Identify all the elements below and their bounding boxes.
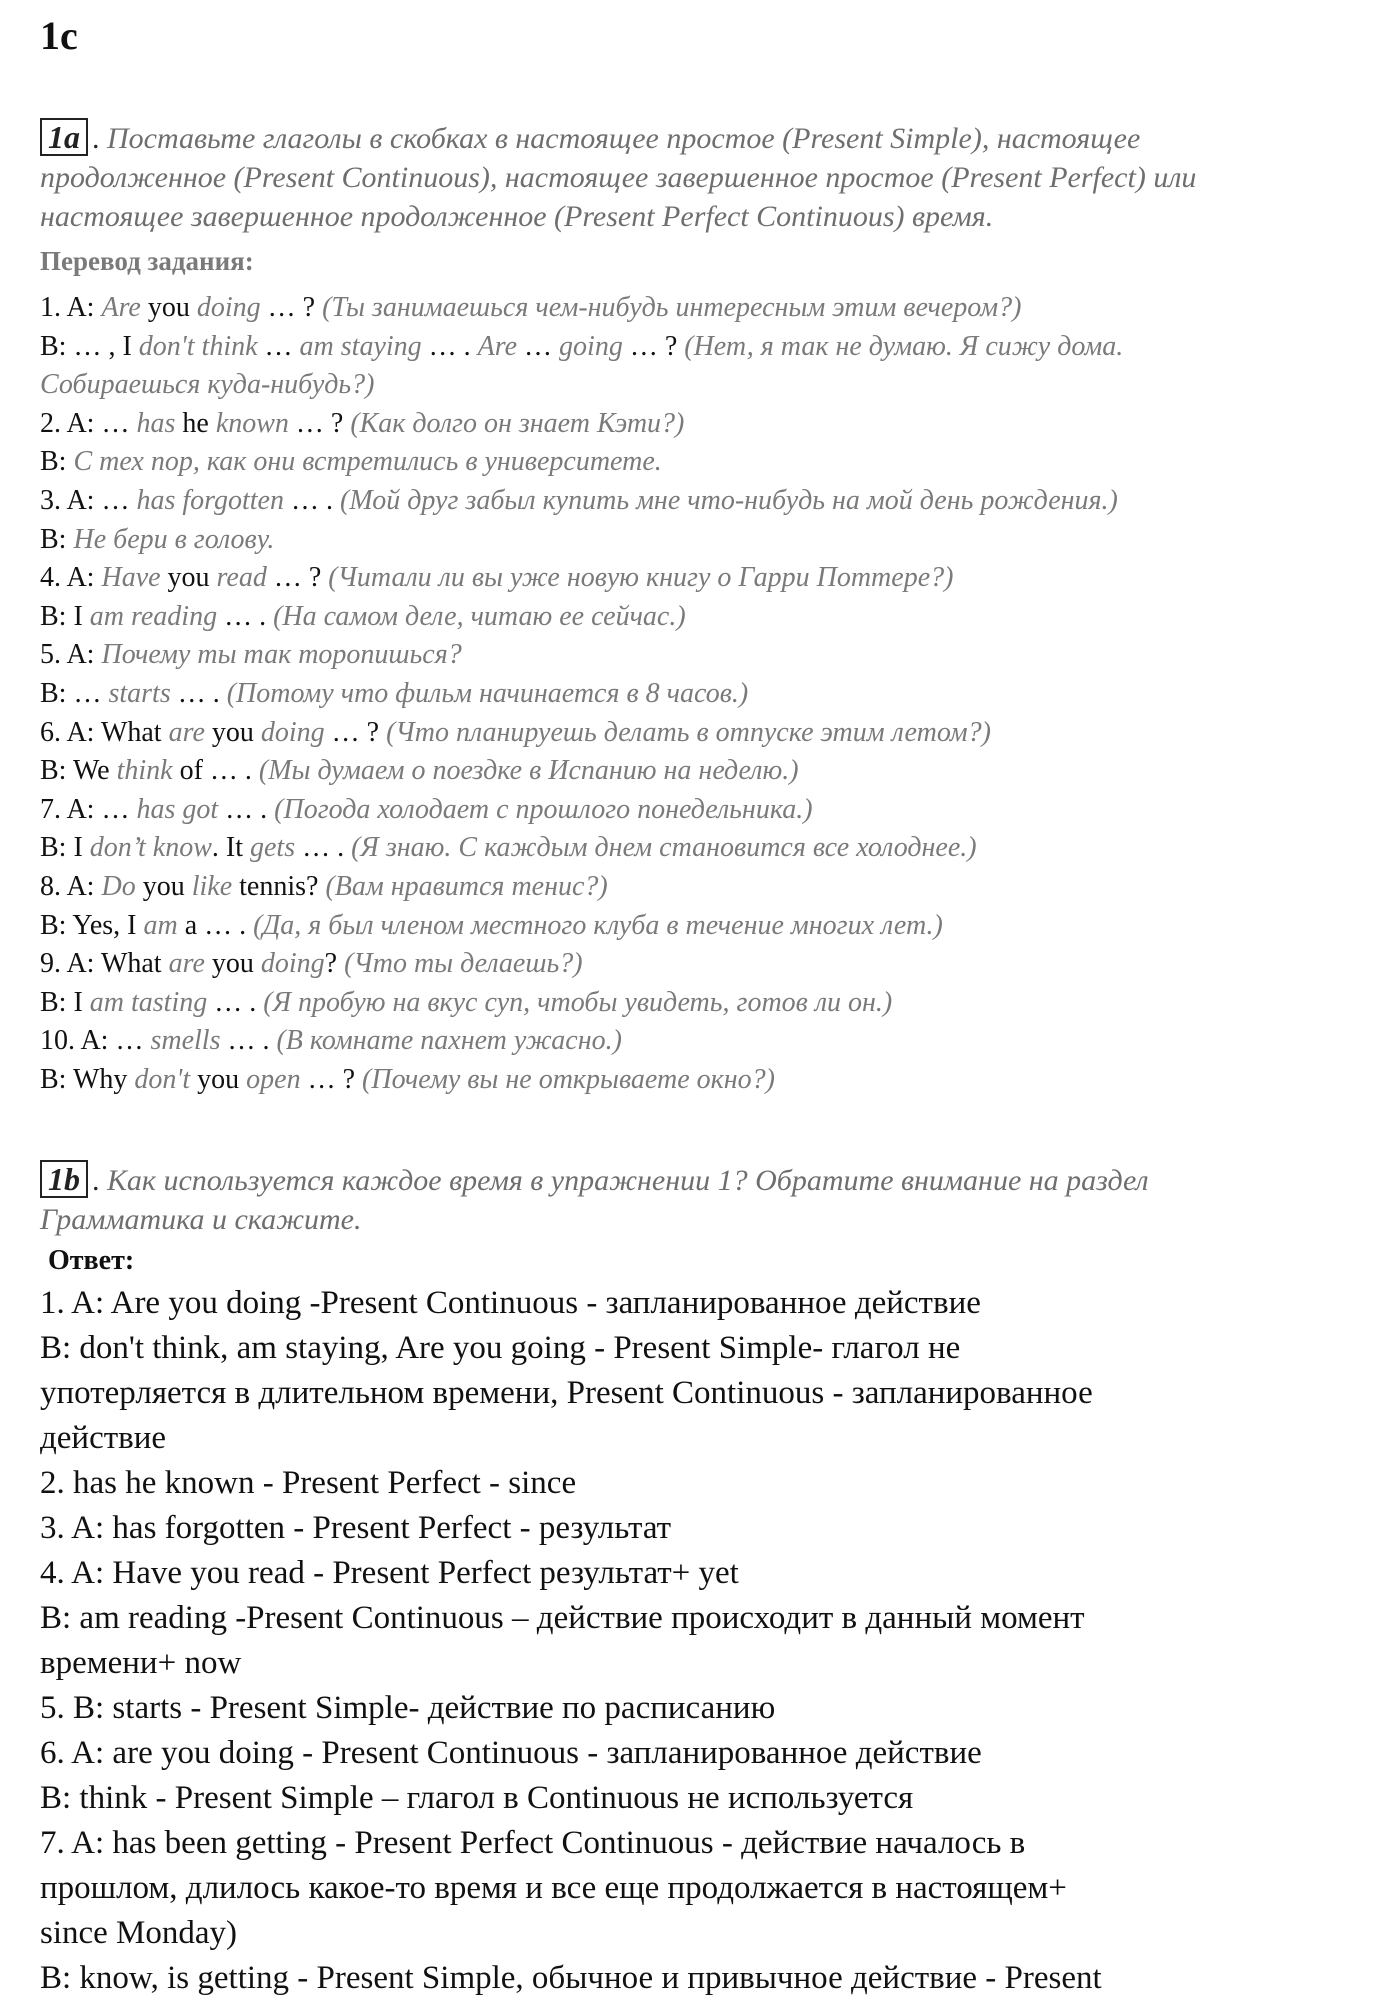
hint-text: (Потому что фильм начинается в 8 часов.) <box>226 677 749 709</box>
hint-text: doing <box>260 716 325 748</box>
exercise-line <box>40 1061 1360 1100</box>
dialogue-text: 10. A: … <box>40 1025 151 1057</box>
dialogue-text: tennis? <box>232 870 326 902</box>
hint-text: Почему ты так торопишься? <box>101 639 462 671</box>
dialogue-text: … . <box>218 793 275 825</box>
task-b-badge: 1b <box>40 1160 88 1198</box>
exercise-line <box>40 868 1360 907</box>
answer-line: B: am reading -Present Continuous – действие происходит в данный момент <box>40 1600 1085 1636</box>
hint-text: doing <box>196 292 261 323</box>
hint-text: Собираешься куда-нибудь?) <box>40 369 375 401</box>
task-b-line-1: 1b . Как используется каждое время в упражнении 1? Обратите внимание на раздел <box>40 1160 1360 1200</box>
dialogue-text: a … . <box>177 909 254 941</box>
dialogue-text: … . <box>207 986 264 1018</box>
dialogue-text: 4. A: <box>40 562 102 594</box>
exercise-line <box>40 752 1360 791</box>
answer-line: времени+ now <box>40 1645 242 1681</box>
answer-line: 6. A: are you doing - Present Continuous - запланированное действие <box>40 1735 982 1771</box>
dialogue-text: B: <box>40 523 74 555</box>
hint-text: am <box>143 909 178 941</box>
answer-line: 1. A: Are you doing -Present Continuous - запланированное действие <box>40 1285 981 1321</box>
dialogue-text: B: I <box>40 832 90 864</box>
dialogue-text: . It <box>211 832 250 864</box>
dialogue-text: 7. A: … <box>40 793 137 825</box>
task-a-badge: 1a <box>40 118 88 156</box>
answer-list <box>40 1281 1360 2001</box>
answer-line: since Monday) <box>40 1915 238 1951</box>
dialogue-text: 5. A: <box>40 639 102 671</box>
hint-text: gets <box>250 832 296 864</box>
hint-text: Have <box>101 562 161 594</box>
exercise-line <box>40 559 1360 598</box>
dialogue-text: … ? <box>266 562 329 594</box>
hint-text: am tasting <box>89 986 208 1018</box>
hint-text: Are <box>101 292 141 323</box>
answer-label: Ответ: <box>48 1245 135 1276</box>
hint-text: don’t know <box>89 832 212 864</box>
exercise-line <box>40 636 1360 675</box>
dialogue-text: you <box>204 716 261 748</box>
hint-text: starts <box>108 677 171 709</box>
answer-line: употерляется в длительном времени, Present Continuous - запланированное <box>40 1375 1093 1411</box>
hint-text: (Что планируешь делать в отпуске этим летом?) <box>386 716 991 748</box>
hint-text: open <box>246 1063 301 1095</box>
dialogue-text: … . <box>421 330 478 362</box>
task-a <box>40 118 1360 1099</box>
dialogue-text: B: Why <box>40 1063 135 1095</box>
dialogue-text: B: <box>40 446 74 478</box>
task-b-line-2: Грамматика и скажите. <box>40 1203 362 1236</box>
dialogue-text: you <box>160 562 217 594</box>
dialogue-text: 8. A: <box>40 870 102 902</box>
hint-text: has <box>136 407 176 439</box>
dialogue-text: … ? <box>260 292 323 323</box>
answer-line: B: know, is getting - Present Simple, обычное и привычное действие - Present <box>40 1960 1102 1996</box>
hint-text: (Я пробую на вкус суп, чтобы увидеть, готов ли он.) <box>263 986 893 1018</box>
hint-text: has forgotten <box>136 484 284 516</box>
answer-line: B: think - Present Simple – глагол в Continuous не используется <box>40 1780 914 1816</box>
hint-text: (Нет, я так не думаю. Я сижу дома. <box>684 330 1124 362</box>
hint-text: am reading <box>89 600 218 632</box>
exercise-line <box>40 675 1360 714</box>
dialogue-text: B: Yes, I <box>40 909 144 941</box>
translation-label: Перевод задания: <box>40 246 254 276</box>
hint-text: read <box>216 562 267 594</box>
hint-text: (Как долго он знает Кэти?) <box>350 407 685 439</box>
hint-text: doing <box>260 948 325 980</box>
dialogue-text: 2. A: … <box>40 407 137 439</box>
exercise-line <box>40 598 1360 637</box>
exercise-line <box>40 1022 1360 1061</box>
dialogue-text: … ? <box>324 716 387 748</box>
dialogue-text: B: … , I <box>40 330 139 362</box>
exercise-line <box>40 907 1360 946</box>
dialogue-text: … ? <box>300 1063 363 1095</box>
answer-line: B: don't think, am staying, Are you going - Present Simple- глагол не <box>40 1330 961 1366</box>
hint-text: (Я знаю. С каждым днем становится все холоднее.) <box>351 832 977 864</box>
hint-text: don't think <box>138 330 258 362</box>
dialogue-text: … . <box>170 677 227 709</box>
hint-text: am staying <box>299 330 422 362</box>
answer-line: прошлом, длилось какое-то время и все еще продолжается в настоящем+ <box>40 1870 1067 1906</box>
dialogue-text: B: … <box>40 677 109 709</box>
dialogue-text: he <box>175 407 216 439</box>
exercise-line <box>40 328 1360 367</box>
hint-text: (Что ты делаешь?) <box>344 948 583 980</box>
hint-text: Are <box>477 330 518 362</box>
hint-text: С тех пор, как они встретились в университете. <box>73 446 662 478</box>
dialogue-text: B: I <box>40 600 90 632</box>
exercise-dialogue <box>40 289 1360 1099</box>
dialogue-text: … <box>517 330 560 362</box>
dialogue-text: B: We <box>40 755 117 787</box>
hint-text: don't <box>134 1063 191 1095</box>
answer-line: 2. has he known - Present Perfect - since <box>40 1465 577 1501</box>
answer-line: действие <box>40 1420 167 1456</box>
page-heading: 1c <box>40 13 78 58</box>
hint-text: (Мой друг забыл купить мне что-нибудь на мой день рождения.) <box>340 484 1118 516</box>
dialogue-text: … . <box>217 600 274 632</box>
task-a-line-3: настоящее завершенное продолженное (Present Perfect Continuous) время. <box>40 200 994 233</box>
exercise-line <box>40 366 1360 405</box>
hint-text: are <box>168 948 205 980</box>
exercise-line <box>40 829 1360 868</box>
task-b <box>40 1160 1360 2001</box>
dialogue-text: … . <box>284 484 340 516</box>
exercise-line <box>40 521 1360 560</box>
dialogue-text: B: I <box>40 986 90 1018</box>
task-a-line-1: 1a . Поставьте глаголы в скобках в настоящее простое (Present Simple), настоящее <box>40 118 1360 158</box>
dialogue-text: you <box>135 870 192 902</box>
task-a-line-2: продолженное (Present Continuous), настоящее завершенное простое (Present Perfect) или <box>40 161 1197 194</box>
exercise-line <box>40 289 1360 328</box>
hint-text: (На самом деле, читаю ее сейчас.) <box>273 600 686 632</box>
hint-text: (Погода холодает с прошлого понедельника.) <box>274 793 813 825</box>
hint-text: (Мы думаем о поездке в Испанию на неделю.) <box>258 755 799 787</box>
exercise-line <box>40 714 1360 753</box>
hint-text: Do <box>101 870 136 902</box>
exercise-line <box>40 443 1360 482</box>
answer-line: 7. A: has been getting - Present Perfect Continuous - действие началось в <box>40 1825 1026 1861</box>
dialogue-text: you <box>190 1063 247 1095</box>
hint-text: (Ты занимаешься чем-нибудь интересным этим вечером?) <box>322 292 1022 323</box>
answer-line: 5. B: starts - Present Simple- действие по расписанию <box>40 1690 776 1726</box>
dialogue-text: … ? <box>622 330 685 362</box>
dialogue-text: … . <box>295 832 352 864</box>
dialogue-text: ? <box>324 948 345 980</box>
dialogue-text: of … . <box>172 755 259 787</box>
dialogue-text: you <box>204 948 261 980</box>
dialogue-text: … . <box>220 1025 277 1057</box>
exercise-line <box>40 945 1360 984</box>
hint-text: has got <box>136 793 219 825</box>
dialogue-text: 1. A: <box>40 292 102 323</box>
hint-text: Не бери в голову. <box>73 523 275 555</box>
hint-text: smells <box>150 1025 221 1057</box>
exercise-line <box>40 791 1360 830</box>
dialogue-text: 6. A: What <box>40 716 169 748</box>
hint-text: known <box>215 407 289 439</box>
answer-line: 3. A: has forgotten - Present Perfect - результат <box>40 1510 672 1546</box>
hint-text: are <box>168 716 205 748</box>
dialogue-text: you <box>140 292 197 323</box>
dialogue-text: 9. A: What <box>40 948 169 980</box>
dialogue-text: 3. A: … <box>40 484 137 516</box>
hint-text: (В комнате пахнет ужасно.) <box>276 1025 622 1057</box>
dialogue-text: … ? <box>288 407 351 439</box>
exercise-line <box>40 405 1360 444</box>
hint-text: (Читали ли вы уже новую книгу о Гарри Поттере?) <box>328 562 954 594</box>
answer-line: 4. A: Have you read - Present Perfect результат+ yet <box>40 1555 739 1591</box>
exercise-line <box>40 482 1360 521</box>
hint-text: like <box>191 870 233 902</box>
hint-text: (Почему вы не открываете окно?) <box>362 1063 775 1095</box>
hint-text: (Вам нравится тенис?) <box>325 870 608 902</box>
dialogue-text: … <box>257 330 300 362</box>
hint-text: think <box>116 755 173 787</box>
hint-text: going <box>559 330 623 362</box>
exercise-line <box>40 984 1360 1023</box>
hint-text: (Да, я был членом местного клуба в течение многих лет.) <box>253 909 943 941</box>
